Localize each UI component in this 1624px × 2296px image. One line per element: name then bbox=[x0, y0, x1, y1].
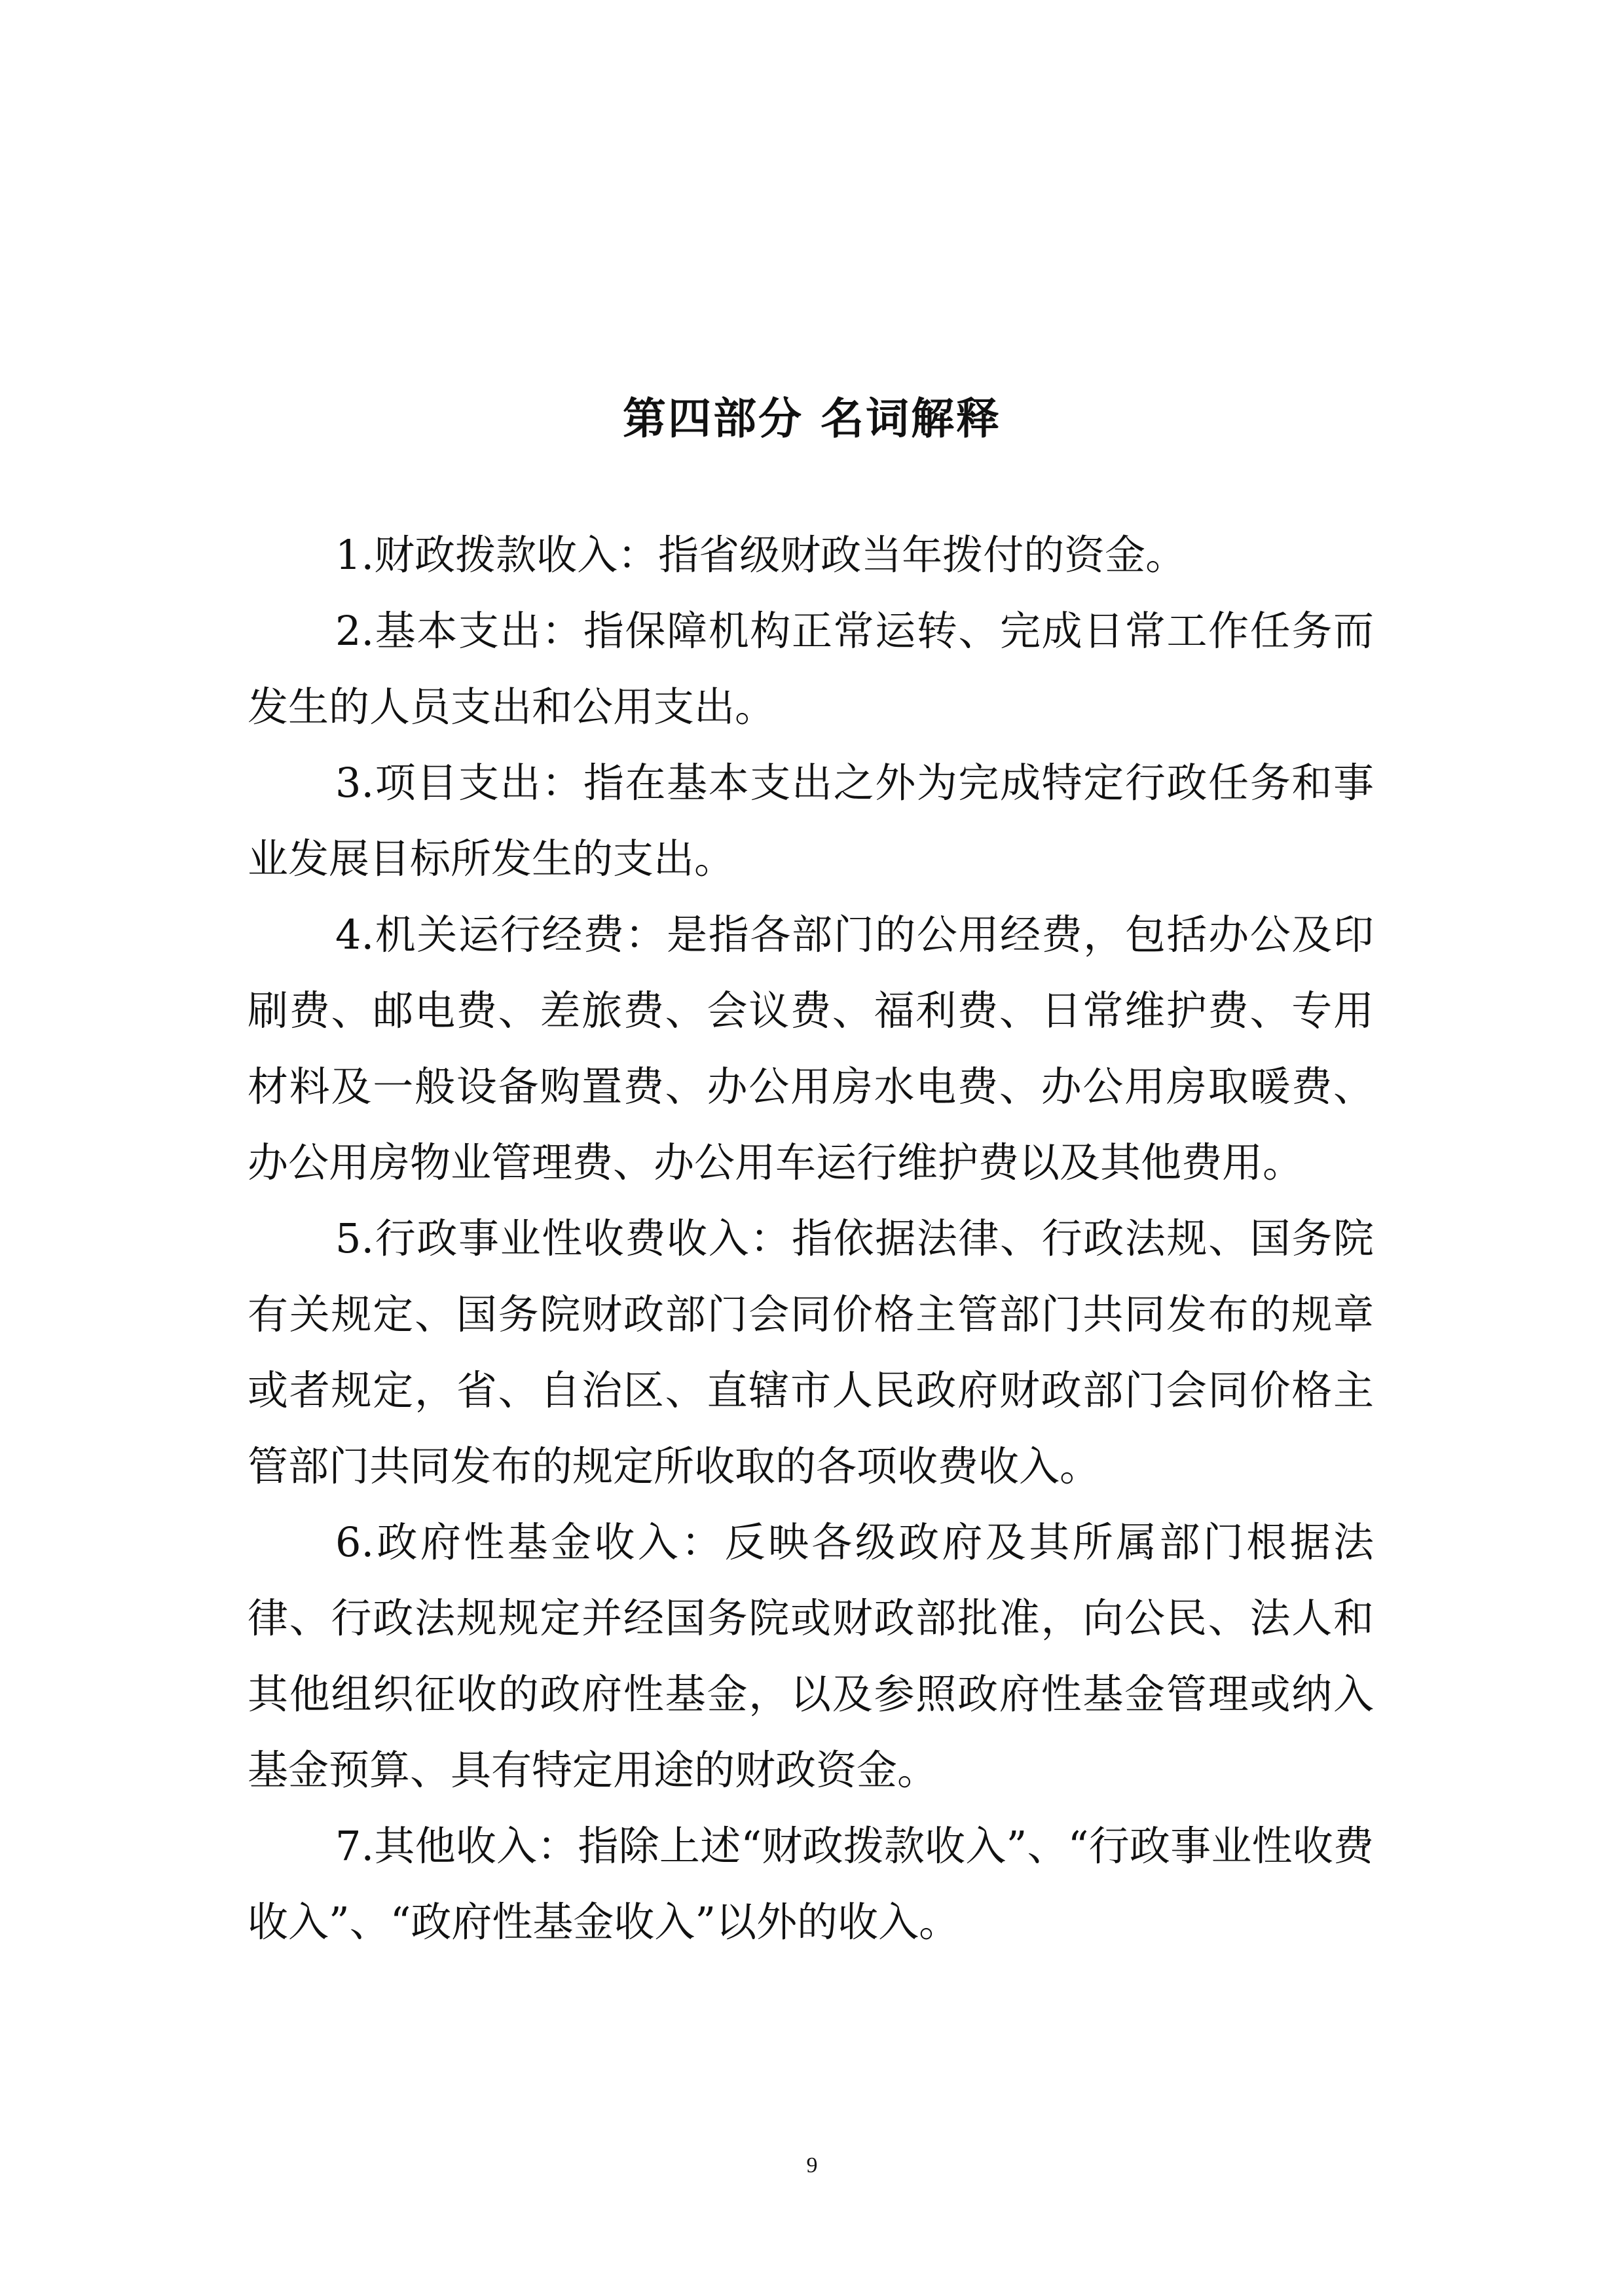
glossary-item-operating-funds: 4.机关运行经费：是指各部门的公用经费，包括办公及印刷费、邮电费、差旅费、会议费、福利费、日常维护费、专用材料及一般设备购置费、办公用房水电费、办公用房取暖费、办公用房物业管理费、办公用车运行维护费以及其他费用。 bbox=[248, 911, 1374, 1186]
page-title: 第四部分 名词解释 bbox=[623, 393, 1001, 445]
glossary-item-administrative-fees: 5.行政事业性收费收入：指依据法律、行政法规、国务院有关规定、国务院财政部门会同价格主管部门共同发布的规章或者规定，省、自治区、直辖市人民政府财政部门会同价格主管部门共同发布的规定所收取的各项收费收入。 bbox=[248, 1214, 1374, 1490]
glossary-body bbox=[248, 517, 1374, 1960]
glossary-item-government-fund-income: 6.政府性基金收入：反映各级政府及其所属部门根据法律、行政法规规定并经国务院或财政部批准，向公民、法人和其他组织征收的政府性基金，以及参照政府性基金管理或纳入基金预算、具有特定用途的财政资金。 bbox=[248, 1518, 1374, 1794]
glossary-item-project-expenditure: 3.项目支出：指在基本支出之外为完成特定行政任务和事业发展目标所发生的支出。 bbox=[248, 759, 1374, 883]
glossary-item-other-income: 7.其他收入：指除上述“财政拨款收入”、“行政事业性收费收入”、“政府性基金收入”以外的收入。 bbox=[248, 1822, 1374, 1946]
glossary-item-basic-expenditure: 2.基本支出：指保障机构正常运转、完成日常工作任务而发生的人员支出和公用支出。 bbox=[248, 607, 1374, 731]
glossary-item-financial-appropriation: 1.财政拨款收入：指省级财政当年拨付的资金。 bbox=[335, 531, 1187, 579]
page-number: 9 bbox=[806, 2153, 818, 2178]
